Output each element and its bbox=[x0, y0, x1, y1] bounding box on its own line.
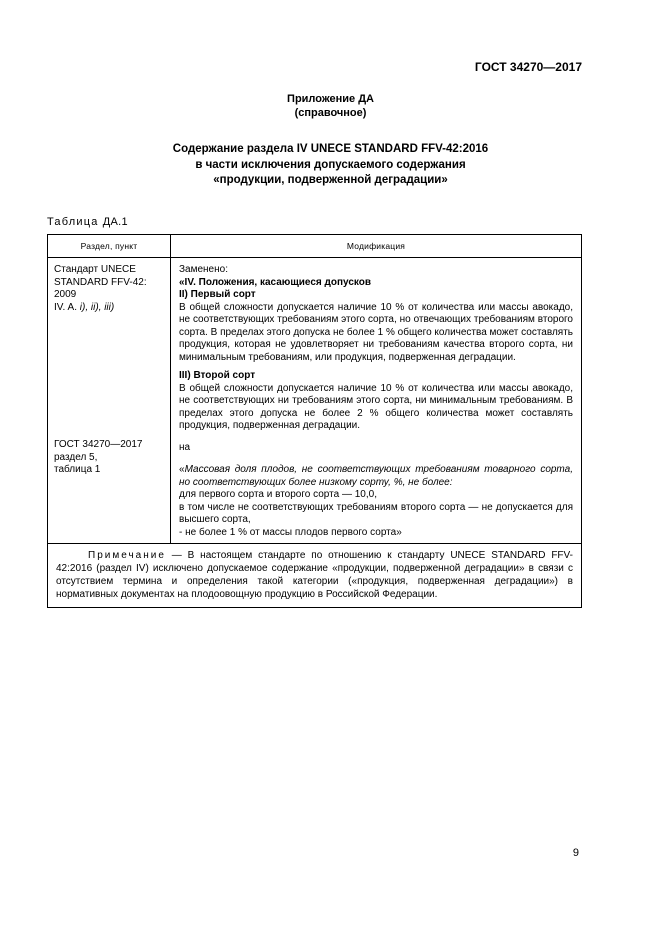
reference-unece-items: i), ii), iii) bbox=[79, 301, 115, 313]
reference-gost bbox=[54, 439, 166, 477]
section-reference-cell bbox=[48, 258, 171, 544]
reference-gost-line-1: ГОСТ 34270—2017 bbox=[54, 439, 143, 450]
grade1-title: II) Первый сорт bbox=[179, 289, 256, 300]
page-number: 9 bbox=[572, 847, 579, 859]
reference-unece-line-2: STANDARD FFV-42: bbox=[54, 276, 147, 288]
reference-unece-line-1: Стандарт UNECE bbox=[54, 264, 136, 275]
note-text: — В настоящем стандарте по отношению к стандарту UNECE STANDARD FFV-42:2016 (раздел IV) исключено допускаемое содержание «продукции, подверженной деградации» в связи с отсутствием термина и определения такой категории («продукция, подверженная деградации») в нормативных документах на плодоовощную продукцию в Российской Федерации. bbox=[56, 550, 573, 600]
new-requirement-text bbox=[179, 464, 573, 489]
document-code: ГОСТ 34270—2017 bbox=[474, 60, 582, 74]
requirement-line-a: для первого сорта и второго сорта — 10,0, bbox=[179, 489, 377, 500]
table-caption-number: ДА.1 bbox=[102, 216, 128, 228]
table-note-row bbox=[48, 544, 582, 608]
grade1-text: В общей сложности допускается наличие 10 % от количества или массы авокадо, не соответствующих требованиям этого сорта, но отвечающих требованиям второго сорта. В пределах этого допуска не более 1 % общего количества может составлять продукция, которая не удовлетворяет ни требованиям качества второго сорта, ни минимальным требованиям, или продукция, подверженная деградации. bbox=[179, 301, 573, 363]
replaced-label: Заменено: bbox=[179, 264, 228, 275]
requirement-line-b: в том числе не соответствующих требованиям второго сорта — не допускается для высшего сорта, bbox=[179, 501, 573, 525]
reference-unece-line-3: 2009 bbox=[54, 289, 77, 300]
new-requirement-italic: Массовая доля плодов, не соответствующих требованиям товарного сорта, но соответствующих более низкому сорту, %, не более: bbox=[179, 464, 573, 488]
grade2-text: В общей сложности допускается наличие 10 % от количества или массы авокадо, не соответствующих ни требованиям этого сорта, ни минимальным требованиям. В пределах этого допуска не более 2 % общего количества может составлять продукция, подверженная деградации. bbox=[179, 382, 573, 431]
section-title bbox=[0, 142, 661, 189]
table-row bbox=[48, 258, 582, 544]
table-caption bbox=[47, 216, 128, 228]
table-note bbox=[48, 544, 582, 608]
requirement-line-c: - не более 1 % от массы плодов первого сорта» bbox=[179, 526, 402, 538]
section-title-line-1: Содержание раздела IV UNECE STANDARD FFV-42:2016 bbox=[172, 143, 489, 155]
modification-table bbox=[47, 234, 582, 608]
column-header-section: Раздел, пункт bbox=[48, 235, 171, 258]
quote-open: « bbox=[179, 464, 185, 475]
reference-unece bbox=[54, 264, 166, 314]
note-label: Примечание bbox=[88, 550, 166, 561]
reference-unece-line-4 bbox=[54, 302, 166, 315]
annex-subtitle: (справочное) bbox=[294, 107, 367, 119]
on-label: на bbox=[179, 441, 191, 453]
table-caption-word: Таблица bbox=[47, 216, 99, 228]
reference-gost-line-3: таблица 1 bbox=[54, 464, 101, 475]
reference-unece-clause: IV. A. bbox=[54, 301, 80, 313]
table-header-row bbox=[48, 235, 582, 258]
annex-title: Приложение ДА bbox=[287, 93, 374, 105]
column-header-modification: Модификация bbox=[171, 235, 582, 258]
provisions-heading: «IV. Положения, касающиеся допусков bbox=[179, 276, 372, 288]
grade2-title: III) Второй сорт bbox=[179, 370, 256, 381]
section-title-line-2: в части исключения допускаемого содержания bbox=[195, 158, 466, 171]
section-title-line-3: «продукции, подверженной деградации» bbox=[213, 174, 448, 186]
modification-cell bbox=[171, 258, 582, 544]
annex-heading bbox=[0, 92, 661, 120]
reference-gost-line-2: раздел 5, bbox=[54, 451, 98, 463]
